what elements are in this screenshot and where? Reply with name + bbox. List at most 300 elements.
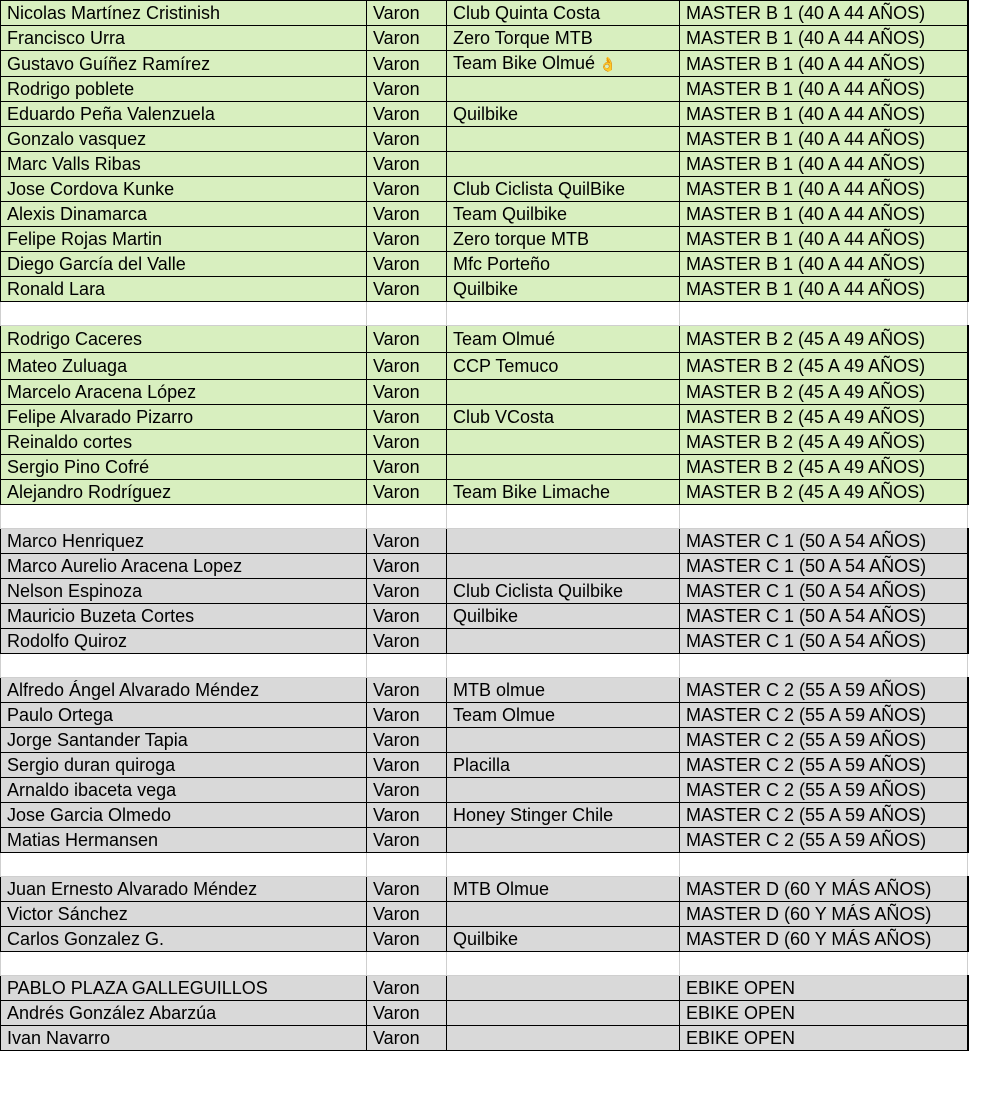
gender-cell[interactable] xyxy=(367,177,447,202)
gender-text: Varon xyxy=(373,631,420,651)
empty-cell[interactable] xyxy=(447,654,680,678)
table-row xyxy=(1,51,968,77)
category-cell[interactable] xyxy=(680,828,968,853)
gender-cell[interactable] xyxy=(367,51,447,77)
participant-name-text: Diego García del Valle xyxy=(7,254,186,274)
participant-name-text: Juan Ernesto Alvarado Méndez xyxy=(7,879,258,899)
participant-name-cell[interactable] xyxy=(1,1001,367,1026)
gender-text: Varon xyxy=(373,730,420,750)
participant-name-text: Sergio Pino Cofré xyxy=(7,457,150,477)
participant-name-text: Matias Hermansen xyxy=(7,830,159,850)
participant-name-cell[interactable] xyxy=(1,202,367,227)
category-cell[interactable] xyxy=(680,102,968,127)
club-cell[interactable] xyxy=(447,26,680,51)
empty-cell[interactable] xyxy=(1,654,367,678)
club-text: Club VCosta xyxy=(453,407,555,427)
gender-cell[interactable] xyxy=(367,778,447,803)
club-cell[interactable] xyxy=(447,326,680,353)
participant-name-cell[interactable] xyxy=(1,877,367,902)
club-cell[interactable] xyxy=(447,828,680,853)
category-text: MASTER B 1 (40 A 44 AÑOS) xyxy=(686,28,926,48)
gender-text: Varon xyxy=(373,482,420,502)
table-row xyxy=(1,927,968,952)
club-cell[interactable] xyxy=(447,976,680,1001)
club-cell[interactable] xyxy=(447,604,680,629)
gender-cell[interactable] xyxy=(367,202,447,227)
gender-cell[interactable] xyxy=(367,803,447,828)
participant-name-cell[interactable] xyxy=(1,127,367,152)
table-row xyxy=(1,177,968,202)
table-row xyxy=(1,529,968,554)
category-cell[interactable] xyxy=(680,252,968,277)
category-cell[interactable] xyxy=(680,728,968,753)
category-cell[interactable] xyxy=(680,902,968,927)
category-text: MASTER B 1 (40 A 44 AÑOS) xyxy=(686,104,926,124)
gender-text: Varon xyxy=(373,531,420,551)
participant-name-cell[interactable] xyxy=(1,227,367,252)
gender-cell[interactable] xyxy=(367,127,447,152)
category-cell[interactable] xyxy=(680,353,968,380)
gender-text: Varon xyxy=(373,432,420,452)
club-cell[interactable] xyxy=(447,554,680,579)
gender-cell[interactable] xyxy=(367,828,447,853)
participant-name-cell[interactable] xyxy=(1,152,367,177)
gender-cell[interactable] xyxy=(367,152,447,177)
gender-text: Varon xyxy=(373,104,420,124)
table-row xyxy=(1,405,968,430)
gender-text: Varon xyxy=(373,154,420,174)
empty-cell[interactable] xyxy=(367,853,447,877)
gender-text: Varon xyxy=(373,755,420,775)
club-cell[interactable] xyxy=(447,380,680,405)
participant-name-cell[interactable] xyxy=(1,778,367,803)
participant-name-cell[interactable] xyxy=(1,803,367,828)
participant-name-text: Marco Henriquez xyxy=(7,531,145,551)
category-text: MASTER B 1 (40 A 44 AÑOS) xyxy=(686,204,926,224)
category-text: MASTER B 2 (45 A 49 AÑOS) xyxy=(686,407,926,427)
table-row xyxy=(1,902,968,927)
participant-name-text: Nicolas Martínez Cristinish xyxy=(7,3,221,23)
club-text: Team Bike Olmué xyxy=(453,53,596,73)
gender-text: Varon xyxy=(373,407,420,427)
empty-cell[interactable] xyxy=(447,302,680,326)
club-text: Placilla xyxy=(453,755,511,775)
gender-cell[interactable] xyxy=(367,1001,447,1026)
category-text: MASTER B 2 (45 A 49 AÑOS) xyxy=(686,457,926,477)
participant-name-text: PABLO PLAZA GALLEGUILLOS xyxy=(7,978,268,998)
category-text: MASTER B 2 (45 A 49 AÑOS) xyxy=(686,432,926,452)
table-row xyxy=(1,152,968,177)
club-cell[interactable] xyxy=(447,902,680,927)
club-cell[interactable] xyxy=(447,353,680,380)
category-text: MASTER B 1 (40 A 44 AÑOS) xyxy=(686,279,926,299)
empty-cell[interactable] xyxy=(680,853,968,877)
participant-name-text: Victor Sánchez xyxy=(7,904,128,924)
gender-text: Varon xyxy=(373,356,420,376)
participant-name-cell[interactable] xyxy=(1,1026,367,1051)
participant-name-text: Rodrigo poblete xyxy=(7,79,135,99)
gender-cell[interactable] xyxy=(367,380,447,405)
table-row xyxy=(1,728,968,753)
table-row xyxy=(1,604,968,629)
club-cell[interactable] xyxy=(447,202,680,227)
table-row xyxy=(1,102,968,127)
participant-name-cell[interactable] xyxy=(1,927,367,952)
club-text: Honey Stinger Chile xyxy=(453,805,614,825)
table-row xyxy=(1,353,968,380)
table-row xyxy=(1,77,968,102)
category-cell[interactable] xyxy=(680,529,968,554)
gender-text: Varon xyxy=(373,229,420,249)
club-cell[interactable] xyxy=(447,51,680,77)
participant-name-text: Rodrigo Caceres xyxy=(7,329,143,349)
participant-name-text: Nelson Espinoza xyxy=(7,581,143,601)
category-cell[interactable] xyxy=(680,227,968,252)
club-text: Mfc Porteño xyxy=(453,254,551,274)
club-text: Team Bike Limache xyxy=(453,482,611,502)
table-row xyxy=(1,629,968,654)
club-cell[interactable] xyxy=(447,1001,680,1026)
blank-row xyxy=(1,853,968,877)
club-text: Quilbike xyxy=(453,929,519,949)
table-row xyxy=(1,976,968,1001)
gender-cell[interactable] xyxy=(367,728,447,753)
club-cell[interactable] xyxy=(447,579,680,604)
category-cell[interactable] xyxy=(680,77,968,102)
club-cell[interactable] xyxy=(447,480,680,505)
category-cell[interactable] xyxy=(680,778,968,803)
club-cell[interactable] xyxy=(447,127,680,152)
category-text: MASTER B 1 (40 A 44 AÑOS) xyxy=(686,79,926,99)
category-text: MASTER C 1 (50 A 54 AÑOS) xyxy=(686,556,927,576)
empty-cell[interactable] xyxy=(680,302,968,326)
category-cell[interactable] xyxy=(680,152,968,177)
participant-name-cell[interactable] xyxy=(1,380,367,405)
participant-name-cell[interactable] xyxy=(1,252,367,277)
empty-cell[interactable] xyxy=(680,505,968,529)
club-cell[interactable] xyxy=(447,152,680,177)
table-row xyxy=(1,778,968,803)
participant-name-text: Arnaldo ibaceta vega xyxy=(7,780,177,800)
gender-cell[interactable] xyxy=(367,1,447,26)
gender-cell[interactable] xyxy=(367,604,447,629)
empty-cell[interactable] xyxy=(1,952,367,976)
category-text: MASTER C 1 (50 A 54 AÑOS) xyxy=(686,606,927,626)
category-cell[interactable] xyxy=(680,554,968,579)
gender-cell[interactable] xyxy=(367,455,447,480)
club-cell[interactable] xyxy=(447,703,680,728)
gender-text: Varon xyxy=(373,329,420,349)
category-text: MASTER C 2 (55 A 59 AÑOS) xyxy=(686,680,927,700)
gender-cell[interactable] xyxy=(367,976,447,1001)
table-row xyxy=(1,579,968,604)
gender-cell[interactable] xyxy=(367,353,447,380)
table-row xyxy=(1,227,968,252)
participant-name-cell[interactable] xyxy=(1,326,367,353)
club-cell[interactable] xyxy=(447,529,680,554)
participant-name-cell[interactable] xyxy=(1,976,367,1001)
category-text: MASTER C 2 (55 A 59 AÑOS) xyxy=(686,805,927,825)
participant-name-text: Rodolfo Quiroz xyxy=(7,631,128,651)
participant-name-cell[interactable] xyxy=(1,629,367,654)
gender-text: Varon xyxy=(373,780,420,800)
gender-text: Varon xyxy=(373,805,420,825)
participant-name-cell[interactable] xyxy=(1,529,367,554)
category-cell[interactable] xyxy=(680,877,968,902)
category-cell[interactable] xyxy=(680,579,968,604)
category-cell[interactable] xyxy=(680,405,968,430)
category-text: MASTER C 2 (55 A 59 AÑOS) xyxy=(686,705,927,725)
gender-cell[interactable] xyxy=(367,629,447,654)
empty-cell[interactable] xyxy=(367,952,447,976)
participant-name-cell[interactable] xyxy=(1,554,367,579)
gender-cell[interactable] xyxy=(367,927,447,952)
club-cell[interactable] xyxy=(447,678,680,703)
empty-cell[interactable] xyxy=(1,853,367,877)
category-cell[interactable] xyxy=(680,326,968,353)
category-cell[interactable] xyxy=(680,803,968,828)
gender-text: Varon xyxy=(373,830,420,850)
participant-name-text: Alfredo Ángel Alvarado Méndez xyxy=(7,680,260,700)
club-cell[interactable] xyxy=(447,753,680,778)
gender-cell[interactable] xyxy=(367,480,447,505)
gender-cell[interactable] xyxy=(367,554,447,579)
participant-name-text: Marco Aurelio Aracena Lopez xyxy=(7,556,243,576)
gender-cell[interactable] xyxy=(367,877,447,902)
category-text: MASTER D (60 Y MÁS AÑOS) xyxy=(686,879,932,899)
gender-cell[interactable] xyxy=(367,1026,447,1051)
blank-row xyxy=(1,505,968,529)
participant-name-text: Jose Cordova Kunke xyxy=(7,179,175,199)
participant-name-cell[interactable] xyxy=(1,102,367,127)
category-cell[interactable] xyxy=(680,927,968,952)
participant-name-cell[interactable] xyxy=(1,703,367,728)
participant-name-cell[interactable] xyxy=(1,728,367,753)
table-row xyxy=(1,202,968,227)
club-cell[interactable] xyxy=(447,405,680,430)
empty-cell[interactable] xyxy=(447,505,680,529)
club-text: Club Ciclista QuilBike xyxy=(453,179,626,199)
category-text: MASTER B 1 (40 A 44 AÑOS) xyxy=(686,254,926,274)
club-cell[interactable] xyxy=(447,778,680,803)
ok-hand-emoji-icon: 👌 xyxy=(599,56,617,72)
participant-name-cell[interactable] xyxy=(1,455,367,480)
participant-name-text: Marcelo Aracena López xyxy=(7,382,197,402)
spreadsheet-body xyxy=(1,1,968,1051)
club-cell[interactable] xyxy=(447,803,680,828)
empty-cell[interactable] xyxy=(1,505,367,529)
category-cell[interactable] xyxy=(680,1026,968,1051)
participant-name-text: Sergio duran quiroga xyxy=(7,755,176,775)
gender-cell[interactable] xyxy=(367,326,447,353)
blank-row xyxy=(1,654,968,678)
category-cell[interactable] xyxy=(680,202,968,227)
participant-name-text: Alejandro Rodríguez xyxy=(7,482,172,502)
empty-cell[interactable] xyxy=(1,302,367,326)
participant-name-cell[interactable] xyxy=(1,480,367,505)
category-cell[interactable] xyxy=(680,277,968,302)
participant-name-cell[interactable] xyxy=(1,353,367,380)
club-text: Quilbike xyxy=(453,279,519,299)
club-cell[interactable] xyxy=(447,102,680,127)
table-row xyxy=(1,127,968,152)
table-row xyxy=(1,753,968,778)
gender-cell[interactable] xyxy=(367,678,447,703)
club-cell[interactable] xyxy=(447,1026,680,1051)
participant-name-text: Reinaldo cortes xyxy=(7,432,133,452)
category-cell[interactable] xyxy=(680,629,968,654)
empty-cell[interactable] xyxy=(447,853,680,877)
participant-name-text: Jose Garcia Olmedo xyxy=(7,805,172,825)
category-cell[interactable] xyxy=(680,753,968,778)
category-text: MASTER B 1 (40 A 44 AÑOS) xyxy=(686,229,926,249)
table-row xyxy=(1,252,968,277)
participant-name-text: Ivan Navarro xyxy=(7,1028,111,1048)
category-cell[interactable] xyxy=(680,380,968,405)
gender-cell[interactable] xyxy=(367,430,447,455)
participant-name-cell[interactable] xyxy=(1,902,367,927)
club-cell[interactable] xyxy=(447,430,680,455)
table-row xyxy=(1,380,968,405)
participant-name-text: Francisco Urra xyxy=(7,28,126,48)
category-cell[interactable] xyxy=(680,1,968,26)
gender-text: Varon xyxy=(373,680,420,700)
category-text: MASTER B 2 (45 A 49 AÑOS) xyxy=(686,382,926,402)
category-text: MASTER B 2 (45 A 49 AÑOS) xyxy=(686,356,926,376)
gender-cell[interactable] xyxy=(367,405,447,430)
gender-cell[interactable] xyxy=(367,703,447,728)
category-cell[interactable] xyxy=(680,51,968,77)
gender-text: Varon xyxy=(373,606,420,626)
empty-cell[interactable] xyxy=(680,654,968,678)
club-cell[interactable] xyxy=(447,277,680,302)
participant-name-cell[interactable] xyxy=(1,77,367,102)
empty-cell[interactable] xyxy=(367,654,447,678)
gender-cell[interactable] xyxy=(367,902,447,927)
table-row xyxy=(1,1001,968,1026)
gender-text: Varon xyxy=(373,79,420,99)
club-text: Quilbike xyxy=(453,104,519,124)
club-cell[interactable] xyxy=(447,77,680,102)
participant-name-text: Felipe Rojas Martin xyxy=(7,229,163,249)
club-text: Quilbike xyxy=(453,606,519,626)
gender-text: Varon xyxy=(373,1003,420,1023)
participant-name-cell[interactable] xyxy=(1,177,367,202)
club-text: Team Olmue xyxy=(453,705,556,725)
empty-cell[interactable] xyxy=(680,952,968,976)
category-cell[interactable] xyxy=(680,604,968,629)
participant-name-text: Mateo Zuluaga xyxy=(7,356,128,376)
table-row xyxy=(1,1,968,26)
gender-cell[interactable] xyxy=(367,102,447,127)
participant-name-cell[interactable] xyxy=(1,277,367,302)
empty-cell[interactable] xyxy=(447,952,680,976)
participant-name-text: Marc Valls Ribas xyxy=(7,154,141,174)
club-cell[interactable] xyxy=(447,1,680,26)
participant-name-cell[interactable] xyxy=(1,828,367,853)
club-text: Team Olmué xyxy=(453,329,556,349)
participant-name-cell[interactable] xyxy=(1,430,367,455)
table-row xyxy=(1,277,968,302)
category-cell[interactable] xyxy=(680,127,968,152)
category-cell[interactable] xyxy=(680,455,968,480)
participant-name-cell[interactable] xyxy=(1,1,367,26)
participant-name-text: Mauricio Buzeta Cortes xyxy=(7,606,195,626)
gender-cell[interactable] xyxy=(367,227,447,252)
empty-cell[interactable] xyxy=(367,505,447,529)
gender-cell[interactable] xyxy=(367,252,447,277)
category-text: MASTER C 2 (55 A 59 AÑOS) xyxy=(686,755,927,775)
club-cell[interactable] xyxy=(447,177,680,202)
gender-text: Varon xyxy=(373,3,420,23)
table-row xyxy=(1,26,968,51)
category-text: EBIKE OPEN xyxy=(686,1028,796,1048)
participant-name-cell[interactable] xyxy=(1,405,367,430)
category-text: MASTER C 1 (50 A 54 AÑOS) xyxy=(686,531,927,551)
club-cell[interactable] xyxy=(447,252,680,277)
table-row xyxy=(1,430,968,455)
club-cell[interactable] xyxy=(447,227,680,252)
gender-text: Varon xyxy=(373,457,420,477)
category-cell[interactable] xyxy=(680,678,968,703)
club-cell[interactable] xyxy=(447,927,680,952)
category-cell[interactable] xyxy=(680,976,968,1001)
gender-cell[interactable] xyxy=(367,26,447,51)
participant-name-cell[interactable] xyxy=(1,678,367,703)
participant-name-cell[interactable] xyxy=(1,51,367,77)
category-text: MASTER C 2 (55 A 59 AÑOS) xyxy=(686,730,927,750)
gender-cell[interactable] xyxy=(367,77,447,102)
category-text: MASTER B 1 (40 A 44 AÑOS) xyxy=(686,3,926,23)
category-cell[interactable] xyxy=(680,480,968,505)
participant-name-cell[interactable] xyxy=(1,26,367,51)
participant-name-cell[interactable] xyxy=(1,753,367,778)
category-text: EBIKE OPEN xyxy=(686,1003,796,1023)
gender-cell[interactable] xyxy=(367,579,447,604)
category-text: MASTER B 1 (40 A 44 AÑOS) xyxy=(686,53,926,74)
gender-text: Varon xyxy=(373,705,420,725)
participant-name-text: Paulo Ortega xyxy=(7,705,114,725)
category-text: MASTER B 2 (45 A 49 AÑOS) xyxy=(686,329,926,349)
table-row xyxy=(1,554,968,579)
table-row xyxy=(1,480,968,505)
table-row xyxy=(1,455,968,480)
gender-cell[interactable] xyxy=(367,529,447,554)
club-cell[interactable] xyxy=(447,455,680,480)
participant-name-text: Ronald Lara xyxy=(7,279,106,299)
category-text: EBIKE OPEN xyxy=(686,978,796,998)
empty-cell[interactable] xyxy=(367,302,447,326)
gender-text: Varon xyxy=(373,53,420,74)
category-cell[interactable] xyxy=(680,177,968,202)
category-cell[interactable] xyxy=(680,26,968,51)
club-cell[interactable] xyxy=(447,877,680,902)
gender-text: Varon xyxy=(373,581,420,601)
category-cell[interactable] xyxy=(680,703,968,728)
category-cell[interactable] xyxy=(680,1001,968,1026)
category-text: MASTER D (60 Y MÁS AÑOS) xyxy=(686,929,932,949)
participant-name-cell[interactable] xyxy=(1,604,367,629)
gender-text: Varon xyxy=(373,904,420,924)
gender-cell[interactable] xyxy=(367,277,447,302)
gender-cell[interactable] xyxy=(367,753,447,778)
table-row xyxy=(1,877,968,902)
club-cell[interactable] xyxy=(447,728,680,753)
participant-name-cell[interactable] xyxy=(1,579,367,604)
gender-text: Varon xyxy=(373,978,420,998)
category-cell[interactable] xyxy=(680,430,968,455)
club-cell[interactable] xyxy=(447,629,680,654)
